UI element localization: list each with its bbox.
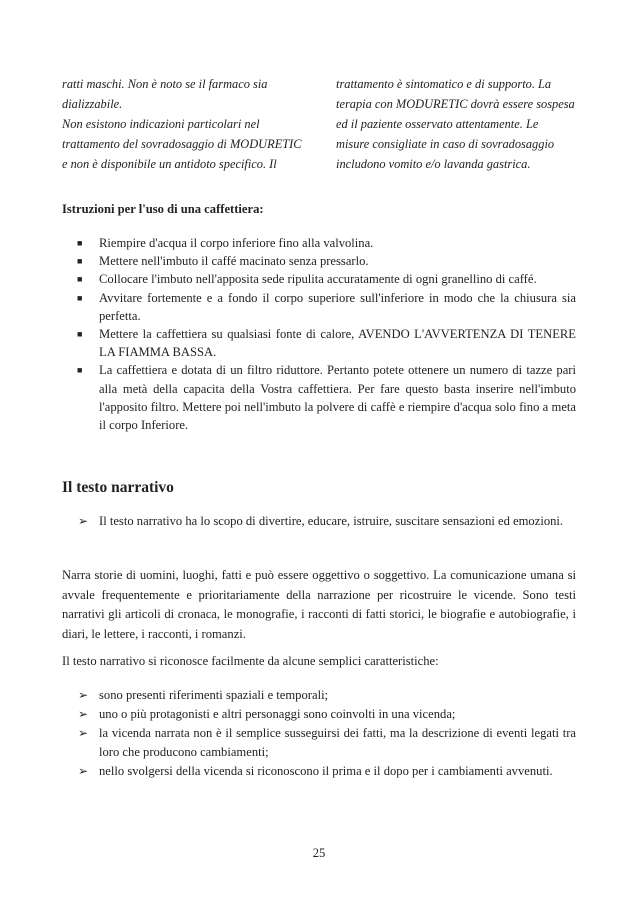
list-item [62, 234, 576, 252]
list-item [62, 252, 576, 270]
list-item [62, 724, 576, 762]
list-item [62, 270, 576, 288]
square-bullet-icon: ■ [77, 238, 83, 248]
features-list [62, 686, 576, 781]
right-col-text: terapia con [336, 97, 396, 111]
list-item-text: Mettere nell'imbuto il caffé macinato senza pressarlo. [99, 254, 369, 269]
square-bullet-icon: ■ [77, 365, 83, 376]
list-item-text: uno o più protagonisti e altri personaggi sono coinvolti in una vicenda; [99, 707, 456, 721]
square-bullet-icon: ■ [77, 292, 83, 303]
list-item [62, 512, 576, 531]
list-item-text: Riempire d'acqua il corpo inferiore fino alla valvolina. [99, 236, 374, 250]
left-col-line: Non esistono indicazioni particolari nel [62, 117, 260, 131]
page-number: 25 [312, 846, 326, 860]
right-column [336, 74, 576, 174]
list-item-text: Avvitare fortemente e a fondo il corpo superiore sull'inferiore in modo che la chiusura sia perfetta. [99, 290, 576, 323]
list-item-text: Il testo narrativo ha lo scopo di divertire, educare, istruire, suscitare sensazioni ed emozioni. [99, 514, 564, 528]
drug-name: MODURETIC [229, 137, 302, 151]
left-col-line: dializzabile. [62, 97, 123, 111]
arrow-bullet-icon: ➢ [78, 688, 89, 702]
instructions-list [62, 234, 576, 434]
list-item-text: nello svolgersi della vicenda si riconoscono il prima e il dopo per i cambiamenti avvenuti. [99, 764, 553, 778]
left-col-line-text: trattamento del sovradosaggio di [62, 137, 230, 151]
left-col-line: e non è disponibile un antidoto specifico. Il [62, 157, 277, 171]
left-col-line [62, 134, 302, 154]
list-item [62, 325, 576, 361]
right-col-line: includono vomito e/o lavanda gastrica. [336, 157, 531, 171]
right-col-line: misure consigliate in caso di sovradosaggio [336, 137, 555, 151]
list-item [62, 289, 576, 325]
drug-name: MODURETIC [395, 97, 468, 111]
right-col-text: dovrà essere sospesa [467, 97, 575, 111]
list-item [62, 762, 576, 781]
list-item-text: Collocare l'imbuto nell'apposita sede ripulita accuratamente di ogni granellino di caffé. [99, 272, 537, 287]
top-two-columns [62, 74, 576, 174]
instructions-heading: Istruzioni per l'uso di una caffettiera: [62, 202, 264, 216]
arrow-bullet-icon: ➢ [78, 707, 89, 721]
left-column [62, 74, 302, 174]
square-bullet-icon: ■ [77, 256, 83, 267]
section-heading: Il testo narrativo [62, 479, 174, 496]
list-item-text: sono presenti riferimenti spaziali e temporali; [99, 688, 329, 702]
arrow-bullet-icon: ➢ [78, 764, 89, 778]
right-col-line: ed il paziente osservato attentamente. Le [336, 117, 539, 131]
square-bullet-icon: ■ [77, 329, 83, 340]
list-item-text: la vicenda narrata non è il semplice susseguirsi dei fatti, ma la descrizione di eventi legati tra loro che producono cambiamenti; [99, 726, 576, 759]
left-col-line: ratti maschi. Non è noto se il farmaco sia [62, 77, 268, 91]
list-item-text: La caffettiera e dotata di un filtro riduttore. Pertanto potete ottenere un numero di tazze pari alla metà della capacita della Vostra caffettiera. Per fare questo basta inserire nell'imbuto l'apposito filtro. Mettere poi nell'imbuto la polvere di caffè e riempire d'acqua solo fino a meta il corpo Inferiore. [99, 363, 576, 433]
square-bullet-icon: ■ [77, 274, 83, 285]
list-item [62, 705, 576, 724]
body-paragraph: Narra storie di uomini, luoghi, fatti e può essere oggettivo o soggettivo. La comunicazione umana si avvale frequentemente e prioritariamente della narrazione per ricostruire le vicende. Sono testi narrativi gli articoli di cronaca, le monografie, i racconti di fatti storici, le biografie e autobiografie, i diari, le lettere, i racconti, i romanzi. [62, 568, 576, 641]
list-item [62, 686, 576, 705]
list-item-text: Mettere la caffettiera su qualsiasi fonte di calore, AVENDO L'AVVERTENZA DI TENERE LA FIAMMA BASSA. [99, 327, 576, 360]
right-col-line: trattamento è sintomatico e di supporto. La [336, 77, 552, 91]
narrative-intro-list [62, 512, 576, 531]
body-paragraph: Il testo narrativo si riconosce facilmente da alcune semplici caratteristiche: [62, 654, 439, 668]
right-col-line [336, 94, 576, 114]
arrow-bullet-icon: ➢ [78, 514, 89, 528]
list-item [62, 361, 576, 434]
arrow-bullet-icon: ➢ [78, 726, 89, 740]
